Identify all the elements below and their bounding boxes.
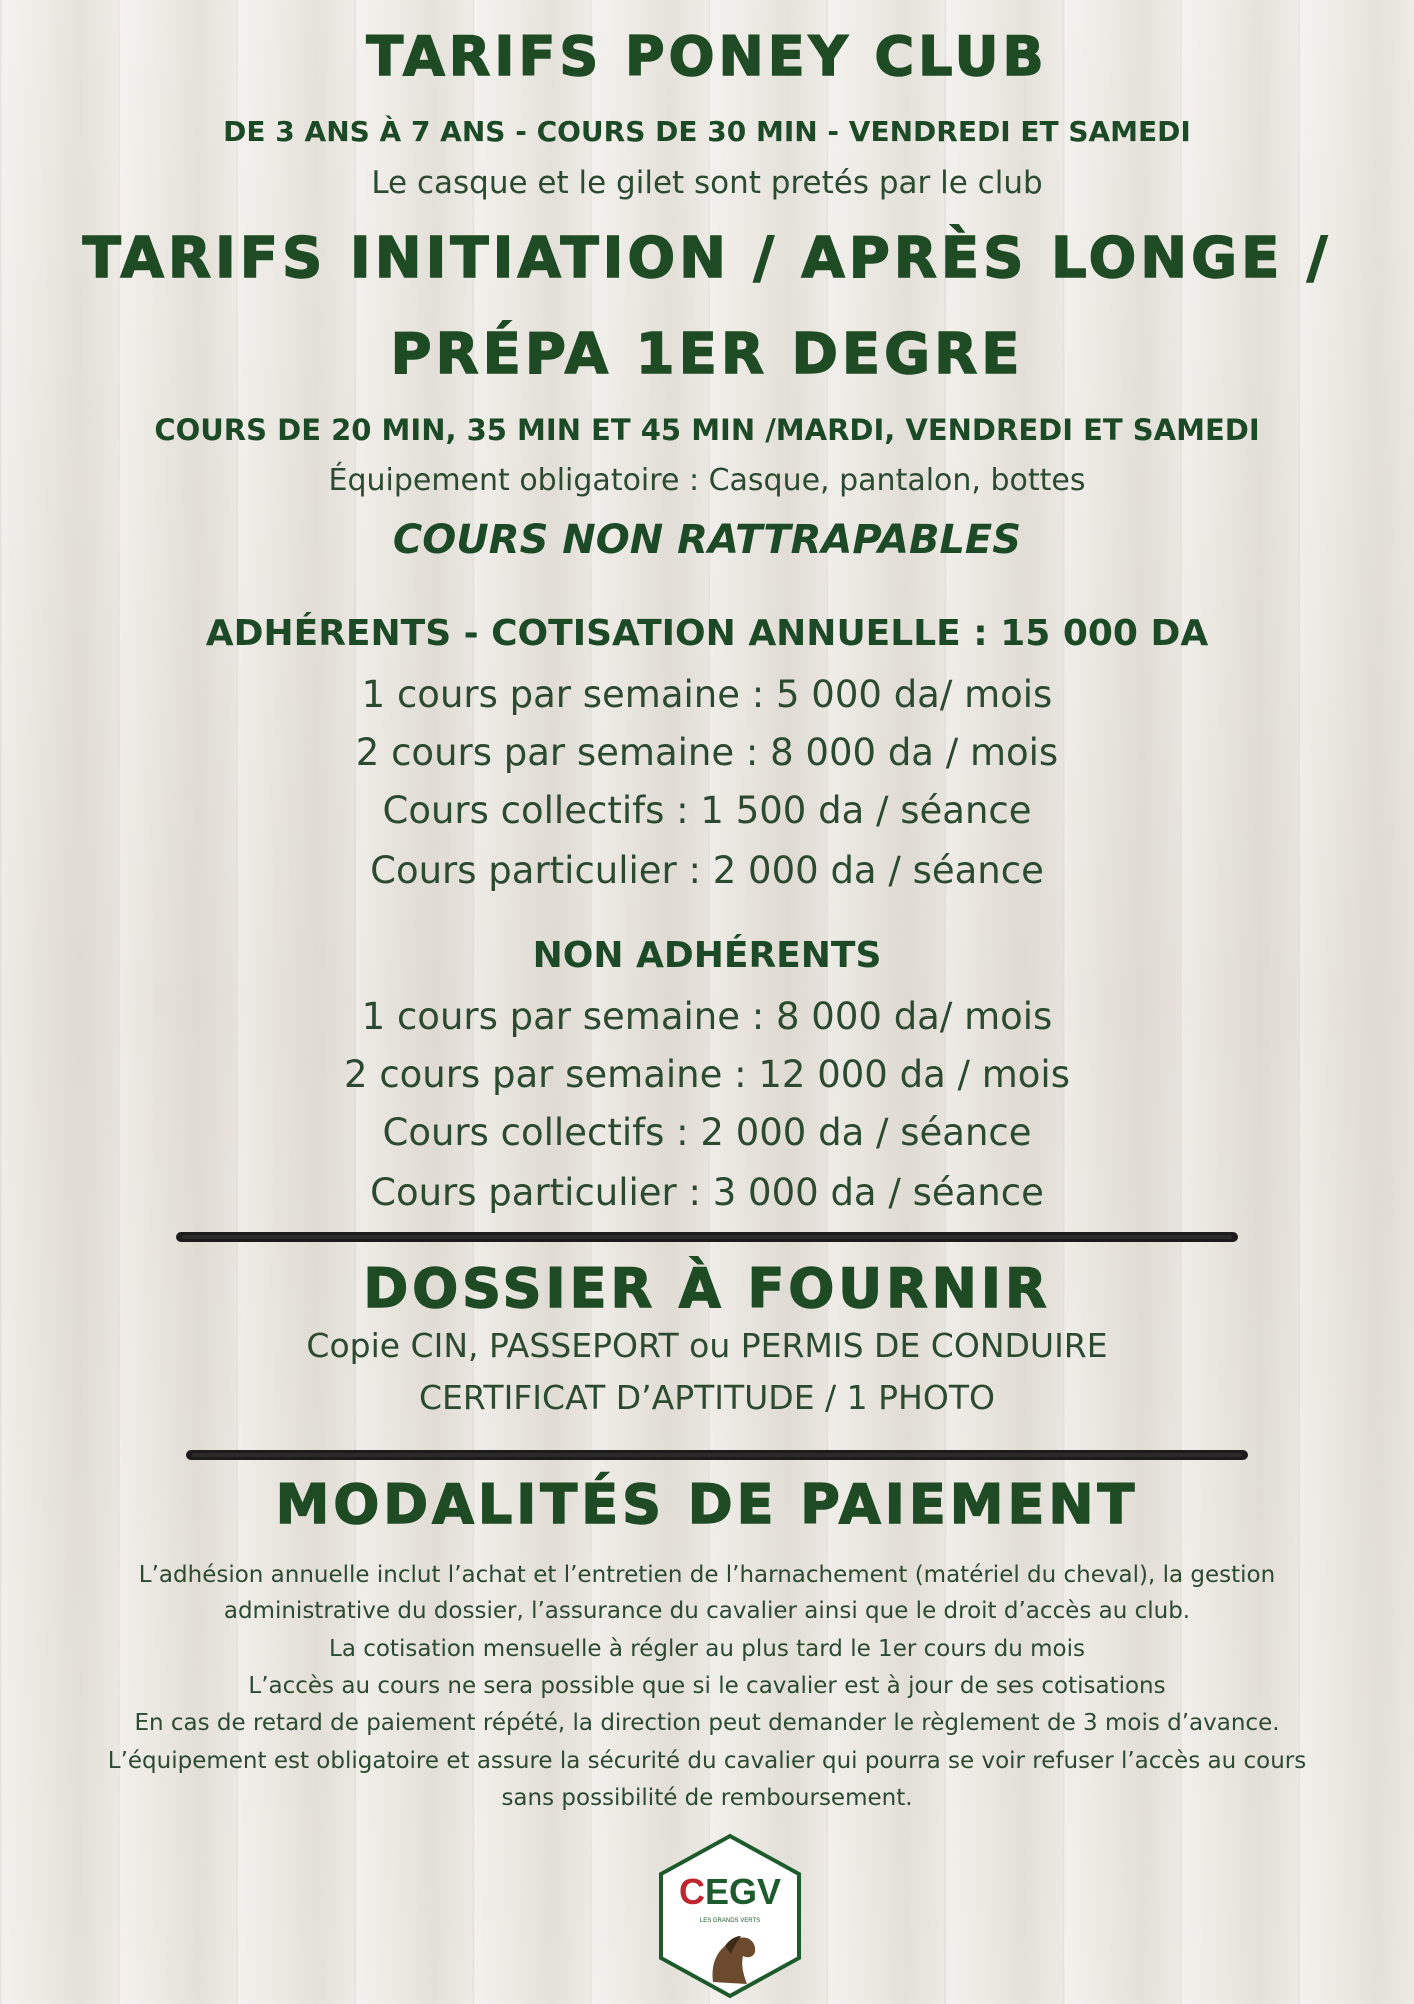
adherents-item: 2 cours par semaine : 8 000 da / mois bbox=[355, 731, 1059, 774]
logo-badge bbox=[655, 1832, 805, 2000]
initiation-title-line2: PRÉPA 1ER DEGRE bbox=[390, 322, 1024, 387]
initiation-warning: COURS NON RATTRAPABLES bbox=[392, 517, 1022, 563]
logo-subtext: LES GRANDS VERTS bbox=[699, 1918, 761, 1924]
initiation-title-line1: TARIFS INITIATION / APRÈS LONGE / bbox=[82, 226, 1332, 291]
non-adherents-item: 2 cours par semaine : 12 000 da / mois bbox=[344, 1053, 1070, 1096]
logo-text: CEGV bbox=[678, 1871, 782, 1912]
paiement-line: L’équipement est obligatoire et assure la sécurité du cavalier qui pourra se voir refuser l’accès au cours bbox=[107, 1748, 1307, 1774]
non-adherents-heading: NON ADHÉRENTS bbox=[532, 935, 882, 976]
adherents-heading: ADHÉRENTS - COTISATION ANNUELLE : 15 000 DA bbox=[205, 613, 1209, 654]
paiement-line: La cotisation mensuelle à régler au plus tard le 1er cours du mois bbox=[329, 1636, 1085, 1662]
paiement-title: MODALITÉS DE PAIEMENT bbox=[275, 1473, 1139, 1536]
initiation-equipment: Équipement obligatoire : Casque, pantalon, bottes bbox=[328, 463, 1086, 498]
divider-bottom bbox=[186, 1450, 1248, 1460]
paiement-line: administrative du dossier, l’assurance du cavalier ainsi que le droit d’accès au club. bbox=[223, 1598, 1191, 1624]
paiement-line: En cas de retard de paiement répété, la direction peut demander le règlement de 3 mois d’avance. bbox=[134, 1710, 1280, 1736]
adherents-item: 1 cours par semaine : 5 000 da/ mois bbox=[361, 673, 1053, 716]
poney-subtitle: DE 3 ANS À 7 ANS - COURS DE 30 MIN - VENDREDI ET SAMEDI bbox=[223, 115, 1191, 148]
divider-top bbox=[176, 1232, 1238, 1242]
initiation-subtitle: COURS DE 20 MIN, 35 MIN ET 45 MIN /MARDI, VENDREDI ET SAMEDI bbox=[154, 413, 1260, 447]
dossier-title: DOSSIER À FOURNIR bbox=[363, 1257, 1051, 1320]
poney-title: TARIFS PONEY CLUB bbox=[366, 25, 1048, 88]
cegv-logo bbox=[655, 1832, 805, 2002]
non-adherents-item: Cours collectifs : 2 000 da / séance bbox=[382, 1111, 1032, 1154]
paiement-line: L’accès au cours ne sera possible que si le cavalier est à jour de ses cotisations bbox=[248, 1673, 1166, 1699]
adherents-item: Cours particulier : 2 000 da / séance bbox=[370, 849, 1044, 892]
dossier-line: Copie CIN, PASSEPORT ou PERMIS DE CONDUIRE bbox=[306, 1326, 1108, 1365]
non-adherents-item: 1 cours par semaine : 8 000 da/ mois bbox=[361, 995, 1053, 1038]
paiement-line: sans possibilité de remboursement. bbox=[501, 1785, 913, 1811]
non-adherents-item: Cours particulier : 3 000 da / séance bbox=[370, 1171, 1044, 1214]
adherents-item: Cours collectifs : 1 500 da / séance bbox=[382, 789, 1032, 832]
paiement-line: L’adhésion annuelle inclut l’achat et l’entretien de l’harnachement (matériel du cheval), la gestion bbox=[138, 1562, 1276, 1588]
poney-note: Le casque et le gilet sont pretés par le club bbox=[371, 165, 1043, 201]
dossier-line: CERTIFICAT D’APTITUDE / 1 PHOTO bbox=[419, 1378, 995, 1417]
